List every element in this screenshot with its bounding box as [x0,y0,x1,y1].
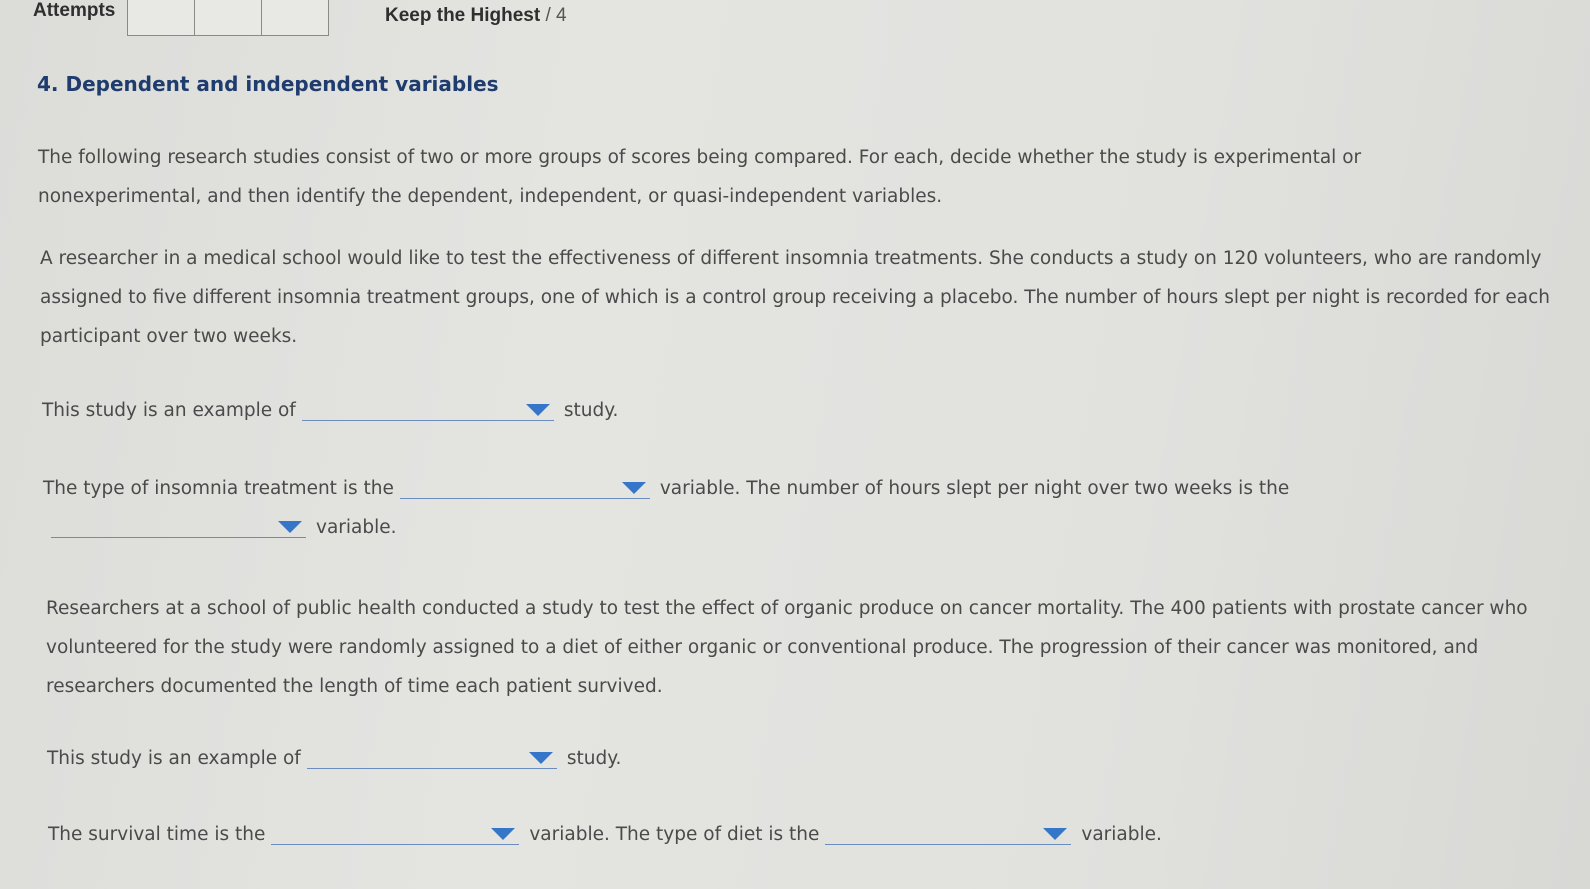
attempt-box [262,0,328,35]
triangle-down-icon [622,482,646,494]
triangle-down-icon [526,404,550,416]
study1-variable-line-2 [45,515,397,538]
study1-variable-line [43,476,1289,499]
keep-highest-label [385,5,567,27]
study2-variable-line [48,822,1162,845]
attempts-label: Attempts [33,0,116,21]
triangle-down-icon [1043,828,1067,840]
study2-description: Researchers at a school of public health conducted a study to test the effect of organic produce on cancer mortality. The 400 patients with prostate cancer who volunteered for the study were randomly assigned to a diet of either organic or conventional produce. The progression of their cancer was monitored, and researchers documented the length of time each patient survived. [46,598,1528,697]
study1-type-prefix: This study is an example of [42,400,296,421]
attempt-indicator [127,0,329,36]
study2-type-line [47,746,621,769]
study1-type-suffix: study. [563,400,619,421]
study2-iv-dropdown[interactable] [825,822,1071,845]
study2-dv-prefix: The survival time is the [48,824,266,845]
study1-dv-dropdown[interactable] [51,515,306,538]
study1-type-dropdown[interactable] [302,398,554,421]
keep-highest-separator: / [540,5,557,26]
study1-iv-prefix: The type of insomnia treatment is the [43,478,394,499]
triangle-down-icon [278,521,302,533]
study2-type-dropdown[interactable] [307,746,557,769]
study2-type-prefix: This study is an example of [47,748,301,769]
triangle-down-icon [529,752,553,764]
study2-type-suffix: study. [566,748,622,769]
study2-dv-dropdown[interactable] [271,822,519,845]
study1-dv-prefix: variable. The number of hours slept per night over two weeks is the [659,478,1290,499]
attempt-box [195,0,262,35]
triangle-down-icon [491,828,515,840]
question-intro: The following research studies consist of two or more groups of scores being compared. For each, decide whether the study is experimental or nonexperimental, and then identify the dependent, independent, or quasi-independent variables. [38,147,1362,207]
study1-dv-suffix: variable. [316,517,397,538]
study1-iv-dropdown[interactable] [400,476,650,499]
study2-iv-prefix: variable. The type of diet is the [529,824,820,845]
keep-highest-text: Keep the Highest [385,5,541,26]
attempt-box [128,0,195,35]
study2-iv-suffix: variable. [1081,824,1162,845]
study1-type-line [42,398,618,421]
question-title: 4. Dependent and independent variables [37,72,499,96]
study1-description: A researcher in a medical school would like to test the effectiveness of different insomnia treatments. She conducts a study on 120 volunteers, who are randomly assigned to five different insomnia treatment groups, one of which is a control group receiving a placebo. The number of hours slept per night is recorded for each participant over two weeks. [40,248,1551,347]
keep-highest-total: 4 [556,5,567,26]
